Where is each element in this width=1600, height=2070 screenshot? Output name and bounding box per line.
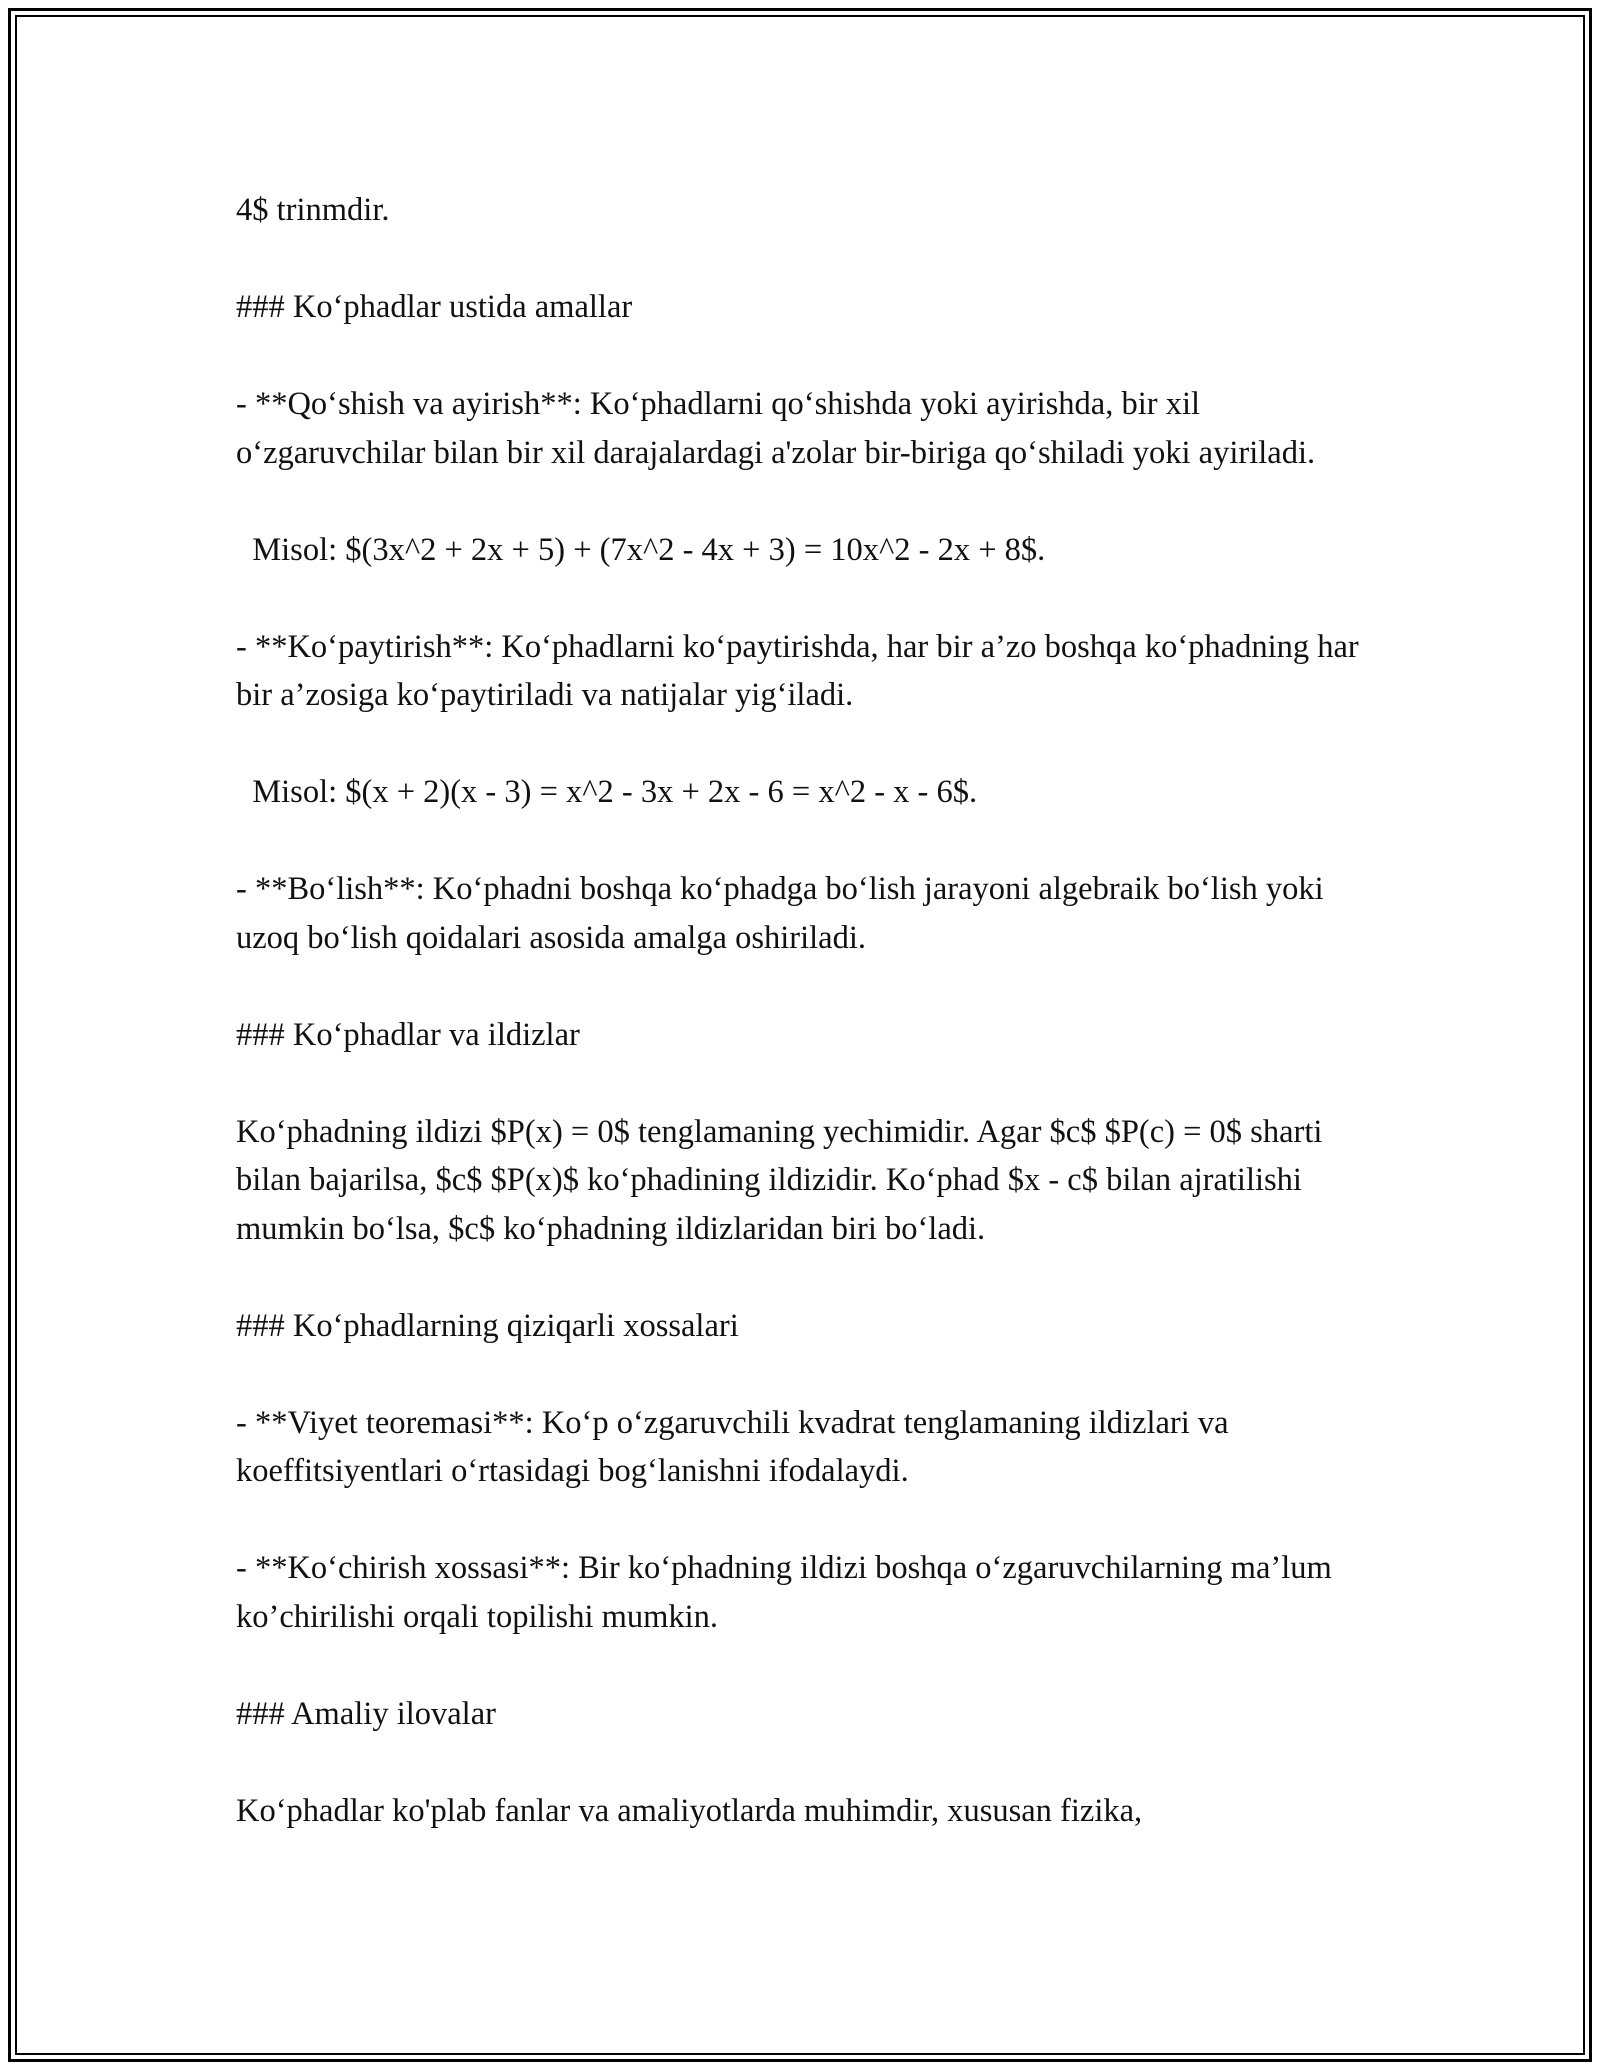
paragraph-continuation: 4$ trinmdir. (236, 192, 390, 228)
heading-applications: ### Amaliy ilovalar (236, 1695, 496, 1732)
heading-operations: ### Koʻphadlar ustida amallar (236, 289, 633, 325)
list-item-division: - **Boʻlish**: Koʻphadni boshqa koʻphadga boʻlish jarayoni algebraik boʻlish yoki uzoq boʻlish qoidalari asosida amalga oshiriladi. (236, 871, 1332, 956)
heading-roots: ### Koʻphadlar va ildizlar (236, 1016, 580, 1053)
paragraph-applications: Koʻphadlar ko'plab fanlar va amaliyotlarda muhimdir, xususan fizika, (236, 1792, 1143, 1829)
list-item-vieta: - **Viyet teoremasi**: Koʻp oʻzgaruvchili kvadrat tenglamaning ildizlari va koeffitsiyentlari oʻrtasidagi bogʻlanishni ifodalaydi. (236, 1404, 1237, 1489)
example-addition: Misol: $(3x^2 + 2x + 5) + (7x^2 - 4x + 3) = 10x^2 - 2x + 8$. (236, 531, 1046, 568)
paragraph-roots: Koʻphadning ildizi $P(x) = 0$ tenglamaning yechimidir. Agar $c$ $P(c) = 0$ sharti bilan bajarilsa, $c$ $P(x)$ koʻphadining ildizidir. Koʻphad $x - c$ bilan ajratilishi mumkin boʻlsa, $c$ koʻphadning ildizlaridan biri boʻladi. (236, 1113, 1331, 1247)
list-item-addition: - **Qoʻshish va ayirish**: Koʻphadlarni qoʻshishda yoki ayirishda, bir xil oʻzgaruvchilar bilan bir xil darajalardagi a'zolar bir-biriga qoʻshiladi yoki ayiriladi. (236, 386, 1316, 471)
example-multiplication: Misol: $(x + 2)(x - 3) = x^2 - 3x + 2x - 6 = x^2 - x - 6$. (236, 774, 978, 810)
heading-properties: ### Koʻphadlarning qiziqarli xossalari (236, 1307, 739, 1344)
document-body (236, 186, 1366, 1835)
list-item-multiplication: - **Koʻpaytirish**: Koʻphadlarni koʻpaytirishda, har bir a’zo boshqa koʻphadning har bir a’zosiga koʻpaytiriladi va natijalar yigʻiladi. (236, 628, 1367, 713)
list-item-shift-property: - **Koʻchirish xossasi**: Bir koʻphadning ildizi boshqa oʻzgaruvchilarning ma’lum ko’chirilishi orqali topilishi mumkin. (236, 1550, 1340, 1635)
